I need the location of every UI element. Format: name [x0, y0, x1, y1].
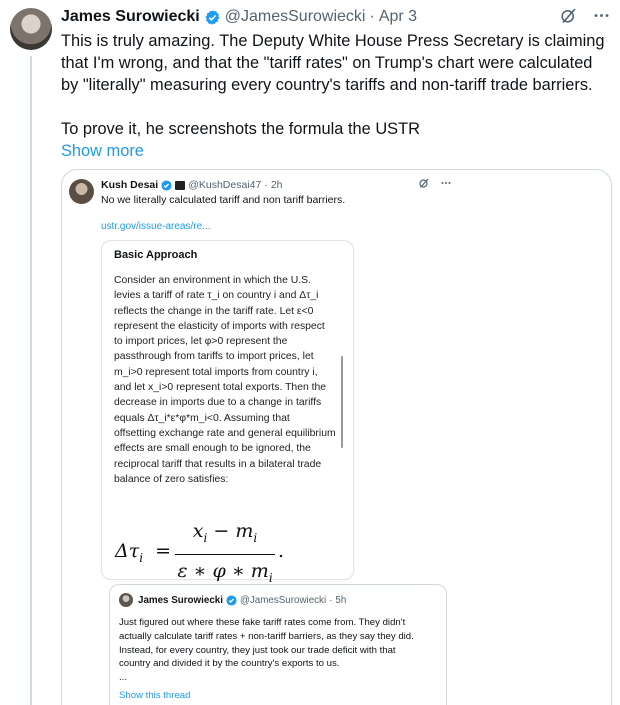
formula-lhs-subscript: i — [139, 550, 144, 565]
verified-badge-icon — [204, 9, 221, 26]
formula-minus-m: − m — [207, 520, 254, 542]
formula-den-text: ε ∗ φ ∗ m — [177, 560, 269, 583]
thread-line — [30, 56, 32, 705]
formula-fraction — [175, 518, 275, 591]
screenshot-header — [101, 178, 283, 192]
screenshot-time: 2h — [270, 179, 283, 191]
header-separator: · — [369, 8, 375, 25]
formula-x: x — [192, 520, 204, 542]
tweet-text: This is truly amazing. The Deputy White House Press Secretary is claiming that I'm wrong, and that the "tariff rates" on Trump's chart were calculated by "literally" measuring every country's tariffs and non-tariff trade barriers. To prove it, he screenshots the formula the USTR — [61, 32, 605, 138]
formula-m-subscript: i — [253, 530, 258, 545]
formula-numerator — [175, 518, 275, 551]
quoted-tweet — [109, 584, 447, 705]
grok-slash-icon[interactable] — [559, 6, 578, 25]
show-more-link[interactable]: Show more — [61, 142, 144, 160]
screenshot-actions — [418, 177, 452, 189]
more-horizontal-icon — [440, 177, 452, 189]
grok-slash-icon — [418, 177, 430, 189]
quoted-author-name: James Surowiecki — [138, 594, 223, 606]
fraction-bar — [175, 554, 275, 556]
screenshot-separator: · — [264, 179, 268, 191]
more-horizontal-icon[interactable] — [592, 6, 611, 25]
screenshot-handle: @KushDesai47 — [188, 179, 262, 191]
author-handle[interactable]: @JamesSurowiecki — [224, 8, 366, 25]
formula-period: . — [278, 540, 285, 562]
formula-delta-tau: Δτ — [115, 540, 140, 562]
tweet-header — [61, 6, 611, 28]
quoted-avatar — [119, 593, 133, 607]
document-scrollbar — [341, 356, 343, 448]
document-title: Basic Approach — [114, 249, 198, 261]
screenshot-of-tweet — [63, 170, 473, 705]
quoted-separator: · — [329, 594, 333, 606]
quoted-header — [119, 593, 437, 607]
government-badge-icon — [175, 181, 185, 190]
header-actions — [559, 6, 611, 25]
screenshot-author-name: Kush Desai — [101, 179, 159, 191]
tweet — [61, 6, 611, 162]
formula-lhs — [115, 540, 171, 565]
formula-equals: = — [155, 540, 172, 562]
show-this-thread-link: Show this thread — [119, 689, 191, 701]
screenshot-text: No we literally calculated tariff and non tariff barriers. — [101, 194, 346, 206]
verified-badge-icon — [161, 180, 172, 191]
screenshot-link: ustr.gov/issue-areas/re... — [101, 221, 211, 232]
quoted-text: Just figured out where these fake tariff rates come from. They didn't actually calculate tariff rates + non-tariff barriers, as they say they did. Instead, for every country, they just took our trade deficit with that country and divided it by the country's exports to us. ... — [119, 617, 414, 684]
tweet-date[interactable]: Apr 3 — [378, 8, 418, 25]
kush-avatar — [69, 179, 94, 204]
document-body: Consider an environment in which the U.S. levies a tariff of rate τ_i on country i and Δτ_i reflects the change in the tariff rate. Let ε<0 represent the elasticity of imports with respect to import prices, let φ>0 represent the passthrough from tariffs to import prices, let m_i>0 represent total imports from country i, and let x_i>0 represent total exports. Then the decrease in imports due to a change in tariffs equals Δτ_i*ε*φ*m_i<0. Assuming that offsetting exchange rate and general equilibrium effects are small enough to be ignored, the reciprocal tariff that results in a bilateral trade balance of zero satisfies: — [114, 275, 336, 485]
author-name[interactable]: James Surowiecki — [61, 8, 200, 25]
formula-den-subscript: i — [268, 571, 273, 586]
quoted-handle: @JamesSurowiecki — [239, 594, 327, 606]
verified-badge-icon — [226, 595, 237, 606]
attached-image[interactable] — [61, 169, 612, 705]
formula-x-subscript: i — [203, 530, 208, 545]
author-avatar[interactable] — [10, 8, 52, 50]
quoted-time: 5h — [335, 594, 347, 606]
